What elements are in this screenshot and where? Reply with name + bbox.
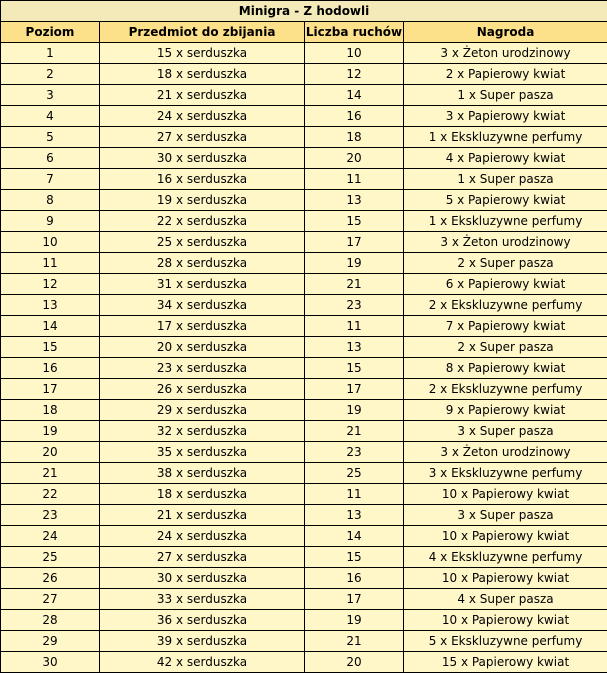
cell-level: 25 — [1, 547, 100, 568]
cell-reward: 10 x Papierowy kwiat — [404, 484, 607, 505]
table-row — [1, 589, 607, 610]
cell-moves: 14 — [305, 85, 404, 106]
table-row — [1, 610, 607, 631]
cell-moves: 11 — [305, 484, 404, 505]
cell-item: 26 x serduszka — [100, 379, 305, 400]
table-row — [1, 358, 607, 379]
cell-reward: 1 x Super pasza — [404, 85, 607, 106]
cell-item: 34 x serduszka — [100, 295, 305, 316]
cell-level: 1 — [1, 43, 100, 64]
cell-level: 5 — [1, 127, 100, 148]
cell-moves: 17 — [305, 232, 404, 253]
table-row — [1, 421, 607, 442]
cell-reward: 3 x Papierowy kwiat — [404, 106, 607, 127]
cell-item: 18 x serduszka — [100, 64, 305, 85]
cell-reward: 9 x Papierowy kwiat — [404, 400, 607, 421]
cell-moves: 21 — [305, 421, 404, 442]
column-header-moves: Liczba ruchów — [305, 22, 404, 43]
table-row — [1, 190, 607, 211]
cell-level: 24 — [1, 526, 100, 547]
cell-moves: 23 — [305, 442, 404, 463]
cell-reward: 5 x Papierowy kwiat — [404, 190, 607, 211]
cell-item: 23 x serduszka — [100, 358, 305, 379]
cell-item: 22 x serduszka — [100, 211, 305, 232]
table-row — [1, 106, 607, 127]
cell-item: 21 x serduszka — [100, 505, 305, 526]
table-row — [1, 253, 607, 274]
cell-moves: 21 — [305, 274, 404, 295]
table-row — [1, 274, 607, 295]
cell-moves: 12 — [305, 64, 404, 85]
cell-item: 30 x serduszka — [100, 148, 305, 169]
cell-level: 30 — [1, 652, 100, 673]
table-row — [1, 337, 607, 358]
table-row — [1, 379, 607, 400]
cell-moves: 19 — [305, 610, 404, 631]
cell-reward: 10 x Papierowy kwiat — [404, 568, 607, 589]
cell-moves: 19 — [305, 253, 404, 274]
cell-moves: 16 — [305, 568, 404, 589]
cell-item: 32 x serduszka — [100, 421, 305, 442]
cell-moves: 15 — [305, 358, 404, 379]
table-row — [1, 463, 607, 484]
table-row — [1, 547, 607, 568]
cell-reward: 3 x Żeton urodzinowy — [404, 43, 607, 64]
cell-item: 16 x serduszka — [100, 169, 305, 190]
cell-moves: 17 — [305, 589, 404, 610]
cell-item: 15 x serduszka — [100, 43, 305, 64]
cell-reward: 3 x Super pasza — [404, 421, 607, 442]
table-row — [1, 43, 607, 64]
cell-item: 38 x serduszka — [100, 463, 305, 484]
cell-level: 14 — [1, 316, 100, 337]
cell-reward: 4 x Papierowy kwiat — [404, 148, 607, 169]
table-row — [1, 568, 607, 589]
cell-reward: 10 x Papierowy kwiat — [404, 610, 607, 631]
cell-reward: 3 x Żeton urodzinowy — [404, 232, 607, 253]
cell-reward: 2 x Ekskluzywne perfumy — [404, 295, 607, 316]
cell-item: 36 x serduszka — [100, 610, 305, 631]
cell-level: 6 — [1, 148, 100, 169]
cell-item: 27 x serduszka — [100, 127, 305, 148]
cell-reward: 2 x Papierowy kwiat — [404, 64, 607, 85]
cell-reward: 2 x Ekskluzywne perfumy — [404, 379, 607, 400]
cell-level: 27 — [1, 589, 100, 610]
cell-item: 25 x serduszka — [100, 232, 305, 253]
cell-level: 26 — [1, 568, 100, 589]
cell-reward: 3 x Żeton urodzinowy — [404, 442, 607, 463]
table-row — [1, 64, 607, 85]
table-row — [1, 169, 607, 190]
cell-moves: 25 — [305, 463, 404, 484]
cell-moves: 13 — [305, 505, 404, 526]
cell-level: 4 — [1, 106, 100, 127]
cell-reward: 2 x Super pasza — [404, 337, 607, 358]
cell-reward: 4 x Ekskluzywne perfumy — [404, 547, 607, 568]
cell-moves: 11 — [305, 316, 404, 337]
cell-reward: 8 x Papierowy kwiat — [404, 358, 607, 379]
cell-item: 29 x serduszka — [100, 400, 305, 421]
cell-moves: 10 — [305, 43, 404, 64]
cell-level: 22 — [1, 484, 100, 505]
cell-moves: 13 — [305, 337, 404, 358]
cell-reward: 6 x Papierowy kwiat — [404, 274, 607, 295]
cell-moves: 19 — [305, 400, 404, 421]
cell-level: 21 — [1, 463, 100, 484]
column-header-level: Poziom — [1, 22, 100, 43]
cell-item: 42 x serduszka — [100, 652, 305, 673]
cell-level: 2 — [1, 64, 100, 85]
cell-level: 7 — [1, 169, 100, 190]
cell-item: 20 x serduszka — [100, 337, 305, 358]
cell-level: 11 — [1, 253, 100, 274]
cell-moves: 21 — [305, 631, 404, 652]
cell-reward: 1 x Ekskluzywne perfumy — [404, 211, 607, 232]
cell-item: 31 x serduszka — [100, 274, 305, 295]
table-row — [1, 505, 607, 526]
cell-reward: 7 x Papierowy kwiat — [404, 316, 607, 337]
cell-reward: 3 x Ekskluzywne perfumy — [404, 463, 607, 484]
cell-item: 17 x serduszka — [100, 316, 305, 337]
header-row — [1, 22, 607, 43]
cell-level: 12 — [1, 274, 100, 295]
table-row — [1, 400, 607, 421]
cell-moves: 18 — [305, 127, 404, 148]
cell-level: 15 — [1, 337, 100, 358]
cell-reward: 3 x Super pasza — [404, 505, 607, 526]
cell-level: 29 — [1, 631, 100, 652]
cell-level: 3 — [1, 85, 100, 106]
table-row — [1, 484, 607, 505]
table-row — [1, 127, 607, 148]
cell-moves: 17 — [305, 379, 404, 400]
cell-level: 8 — [1, 190, 100, 211]
cell-item: 24 x serduszka — [100, 526, 305, 547]
cell-item: 27 x serduszka — [100, 547, 305, 568]
cell-item: 24 x serduszka — [100, 106, 305, 127]
cell-moves: 20 — [305, 652, 404, 673]
cell-level: 18 — [1, 400, 100, 421]
cell-reward: 4 x Super pasza — [404, 589, 607, 610]
cell-moves: 13 — [305, 190, 404, 211]
cell-moves: 15 — [305, 211, 404, 232]
cell-moves: 14 — [305, 526, 404, 547]
table-row — [1, 526, 607, 547]
cell-level: 23 — [1, 505, 100, 526]
cell-moves: 11 — [305, 169, 404, 190]
cell-item: 39 x serduszka — [100, 631, 305, 652]
cell-item: 19 x serduszka — [100, 190, 305, 211]
cell-level: 20 — [1, 442, 100, 463]
column-header-item: Przedmiot do zbijania — [100, 22, 305, 43]
cell-level: 17 — [1, 379, 100, 400]
table-row — [1, 316, 607, 337]
cell-item: 33 x serduszka — [100, 589, 305, 610]
table-row — [1, 652, 607, 673]
cell-level: 28 — [1, 610, 100, 631]
table-row — [1, 85, 607, 106]
cell-level: 13 — [1, 295, 100, 316]
cell-moves: 23 — [305, 295, 404, 316]
cell-moves: 15 — [305, 547, 404, 568]
cell-level: 19 — [1, 421, 100, 442]
table-title: Minigra - Z hodowli — [1, 1, 607, 22]
cell-reward: 2 x Super pasza — [404, 253, 607, 274]
cell-moves: 16 — [305, 106, 404, 127]
cell-moves: 20 — [305, 148, 404, 169]
cell-item: 21 x serduszka — [100, 85, 305, 106]
table-row — [1, 148, 607, 169]
title-row — [1, 1, 607, 22]
cell-item: 28 x serduszka — [100, 253, 305, 274]
cell-reward: 15 x Papierowy kwiat — [404, 652, 607, 673]
table-row — [1, 211, 607, 232]
cell-level: 9 — [1, 211, 100, 232]
cell-item: 18 x serduszka — [100, 484, 305, 505]
cell-item: 30 x serduszka — [100, 568, 305, 589]
table-row — [1, 631, 607, 652]
cell-item: 35 x serduszka — [100, 442, 305, 463]
cell-level: 16 — [1, 358, 100, 379]
table-row — [1, 295, 607, 316]
cell-level: 10 — [1, 232, 100, 253]
cell-reward: 1 x Ekskluzywne perfumy — [404, 127, 607, 148]
cell-reward: 1 x Super pasza — [404, 169, 607, 190]
cell-reward: 10 x Papierowy kwiat — [404, 526, 607, 547]
table-row — [1, 442, 607, 463]
cell-reward: 5 x Ekskluzywne perfumy — [404, 631, 607, 652]
column-header-reward: Nagroda — [404, 22, 607, 43]
table-row — [1, 232, 607, 253]
